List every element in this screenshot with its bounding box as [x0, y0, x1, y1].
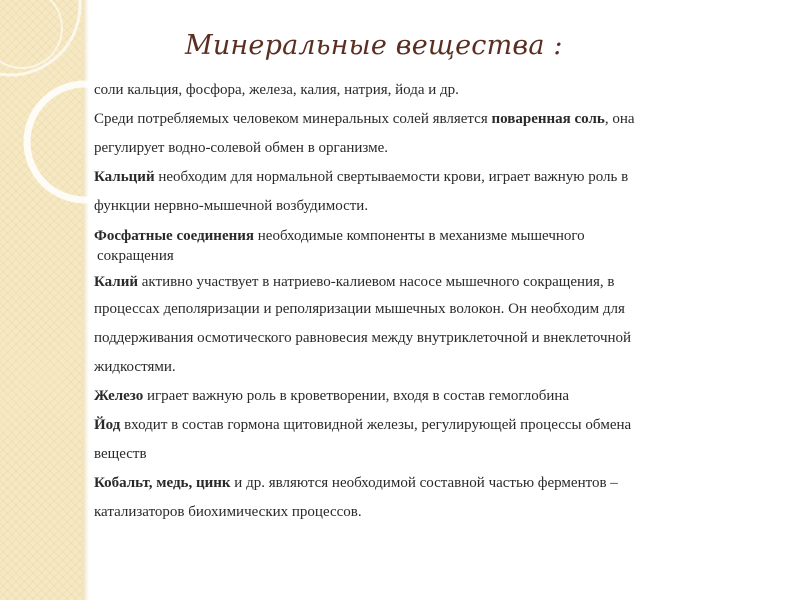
line-text: сокращения: [97, 248, 174, 264]
line-text: необходимые компоненты в механизме мышечного: [254, 228, 585, 244]
line-text: регулирует водно-солевой обмен в организме.: [94, 140, 389, 156]
text-line-5: [94, 192, 784, 221]
line-text: необходим для нормальной свертываемости крови, играет важную роль в: [154, 169, 629, 185]
line-text: функции нервно-мышечной возбудимости.: [94, 198, 369, 214]
page-title: Минеральные вещества :: [185, 30, 563, 61]
line-text: катализаторов биохимических процессов.: [94, 504, 362, 520]
text-line-1: [94, 76, 784, 105]
highlight-term: Йод: [94, 417, 121, 433]
line-text: играет важную роль в кроветворении, входя в состав гемоглобина: [143, 388, 570, 404]
text-line-16: [94, 498, 784, 527]
highlight-term: Железо: [94, 388, 144, 404]
text-line-12: [94, 382, 784, 411]
text-line-9: [94, 295, 784, 324]
line-text: соли кальция, фосфора, железа, калия, натрия, йода и др.: [94, 82, 459, 98]
small-ring: [0, 0, 62, 68]
line-text: и др. являются необходимой составной частью ферментов –: [230, 475, 618, 491]
content-body: [94, 76, 784, 527]
line-text: процессах деполяризации и реполяризации мышечных волокон. Он необходим для: [94, 301, 625, 317]
line-text: Среди потребляемых человеком минеральных солей является: [94, 111, 492, 127]
line-text: жидкостями.: [94, 359, 176, 375]
line-text: входит в состав гормона щитовидной железы, регулирующей процессы обмена: [120, 417, 632, 433]
line-text: поддерживания осмотического равновесия между внутриклеточной и внеклеточной: [94, 330, 632, 346]
text-line-14: [94, 440, 784, 469]
text-line-15: [94, 469, 784, 498]
line-text: , она: [604, 111, 635, 127]
highlight-term: Кальций: [94, 169, 155, 185]
highlight-term: Калий: [94, 274, 139, 290]
text-line-2: [94, 105, 784, 134]
text-line-13: [94, 411, 784, 440]
text-line-3: [94, 134, 784, 163]
highlight-term: Фосфатные соединения: [94, 228, 255, 244]
text-line-11: [94, 353, 784, 382]
text-line-10: [94, 324, 784, 353]
highlight-term: поваренная соль: [491, 111, 605, 127]
text-line-8: [94, 270, 784, 295]
text-line-7: [94, 246, 784, 266]
line-text: активно участвует в натриево-калиевом насосе мышечного сокращения, в: [138, 274, 615, 290]
text-line-6: [94, 226, 784, 246]
text-line-4: [94, 163, 784, 192]
highlight-term: Кобальт, медь, цинк: [94, 475, 231, 491]
line-text: веществ: [94, 446, 147, 462]
